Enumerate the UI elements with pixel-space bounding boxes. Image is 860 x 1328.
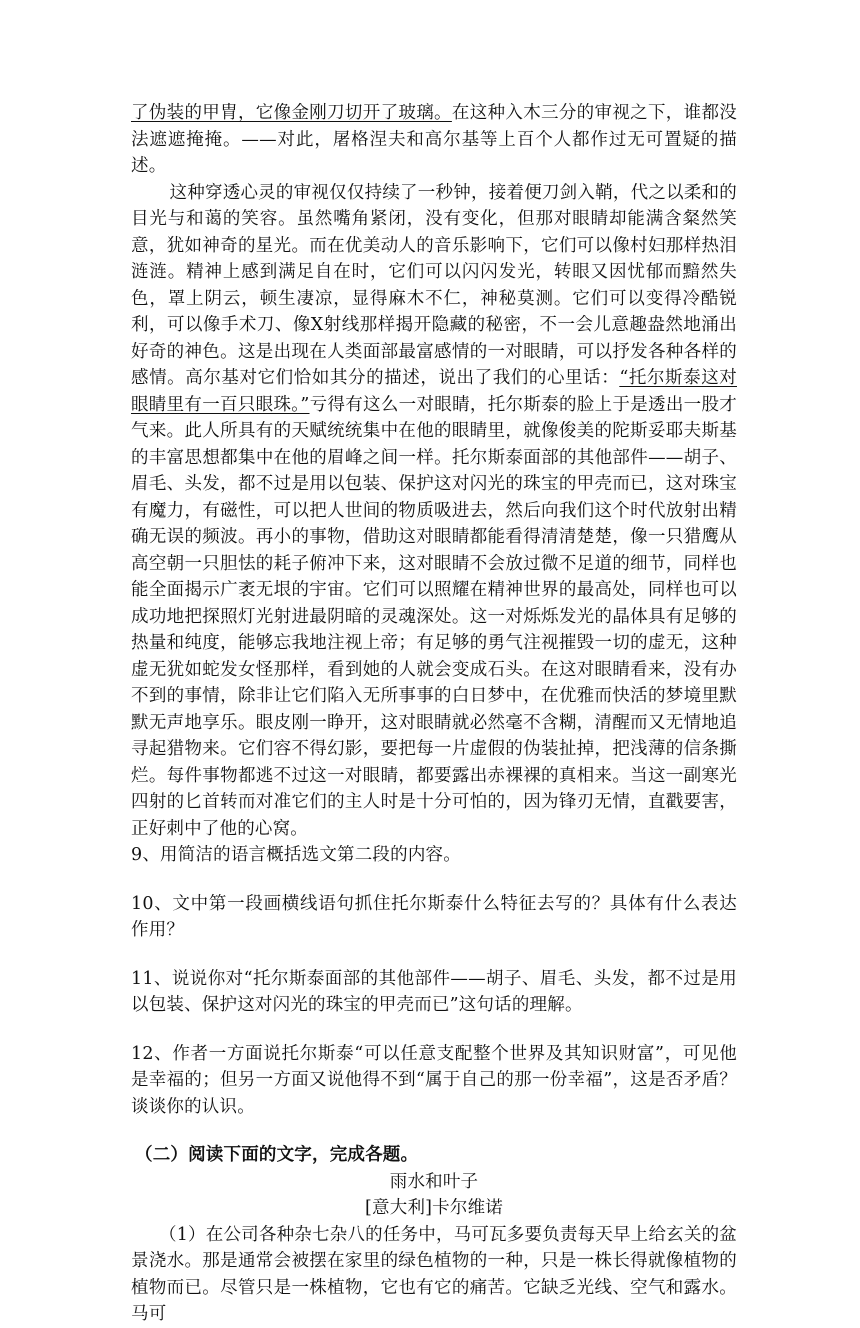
question-11: 11、说说你对“托尔斯泰面部的其他部件——胡子、眉毛、头发，都不过是用以包装、保护这对闪光的珠宝的甲壳而已”这句话的理解。 (131, 968, 737, 1015)
question-10: 10、文中第一段画横线语句抓住托尔斯泰什么特征去写的？具体有什么表达作用？ (131, 893, 737, 940)
answer-space (131, 944, 737, 966)
question-9: 9、用简洁的语言概括选文第二段的内容。 (131, 845, 461, 865)
article-title: 雨水和叶子 (389, 1171, 479, 1192)
answer-space (131, 869, 737, 891)
question-12: 12、作者一方面说托尔斯泰“可以任意支配整个世界及其知识财富”，可见他是幸福的；但另一方面又说他得不到“属于自己的那一份幸福”，这是否矛盾？谈谈你的认识。 (131, 1043, 737, 1117)
gorky-quote: “托尔斯泰这对眼睛里有一百只眼珠。” (131, 368, 737, 415)
answer-space (131, 1019, 737, 1041)
passage-paragraph-2 (131, 180, 737, 843)
paragraph-1-text: 在这种入木三分的审视之下，谁都没法遮遮掩掩。——对此，屠格涅夫和高尔基等上百个人都作过无可置疑的描述。 (131, 103, 737, 176)
article-paragraph-1: （1）在公司各种杂七杂八的任务中，马可瓦多要负责每天早上给玄关的盆景浇水。那是通常会被摆在家里的绿色植物的一种，只是一株长得就像植物的植物而已。尽管只是一株植物，它也有它的痛苦。它缺乏光线、空气和露水。马可 (131, 1224, 737, 1324)
document-body (131, 100, 737, 1328)
underlined-sentence: 了伪装的甲胄，它像金刚刀切开了玻璃。 (131, 103, 452, 123)
paragraph-2-text: 这种穿透心灵的审视仅仅持续了一秒钟，接着便刀剑入鞘，代之以柔和的目光与和蔼的笑容。虽然嘴角紧闭，没有变化，但那对眼睛却能满含粲然笑意，犹如神奇的星光。而在优美动人的音乐影响下，它们可以像村妇那样热泪涟涟。精神上感到满足自在时，它们可以闪闪发光，转眼又因忧郁而黯然失色，罩上阴云，顿生凄凉，显得麻木不仁，神秘莫测。它们可以变得冷酷锐利，可以像手术刀、像X射线那样揭开隐藏的秘密，不一会儿意趣盎然地涌出好奇的神色。这是出现在人类面部最富感情的一对眼睛，可以抒发各种各样的感情。高尔基对它们恰如其分的描述，说出了我们的心里话： (131, 182, 737, 388)
answer-space (131, 1120, 737, 1142)
paragraph-2-continued: 亏得有这么一对眼睛，托尔斯泰的脸上于是透出一股才气来。此人所具有的天赋统统集中在他的眼睛里，就像俊美的陀斯妥耶夫斯基的丰富思想都集中在他的眉峰之间一样。托尔斯泰面部的其他部件——胡子、眉毛、头发，都不过是用以包装、保护这对闪光的珠宝的甲壳而已，这对珠宝有魔力，有磁性，可以把人世间的物质吸进去，然后向我们这个时代放射出精确无误的频波。再小的事物，借助这对眼睛都能看得清清楚楚，像一只猎鹰从高空朝一只胆怯的耗子俯冲下来，这对眼睛不会放过微不足道的细节，同样也能全面揭示广袤无垠的宇宙。它们可以照耀在精神世界的最高处，同样也可以成功地把探照灯光射进最阴暗的灵魂深处。这一对烁烁发光的晶体具有足够的热量和纯度，能够忘我地注视上帝；有足够的勇气注视摧毁一切的虚无，这种虚无犹如蛇发女怪那样，看到她的人就会变成石头。在这对眼睛看来，没有办不到的事情，除非让它们陷入无所事事的白日梦中，在优雅而快活的梦境里默默无声地享乐。眼皮刚一睁开，这对眼睛就必然毫不含糊，清醒而又无情地追寻起猎物来。它们容不得幻影，要把每一片虚假的伪装扯掉，把浅薄的信条撕烂。每件事物都逃不过这一对眼睛，都要露出赤裸裸的真相来。当这一副寒光四射的匕首转而对准它们的主人时是十分可怕的，因为锋刃无情，直戳要害，正好刺中了他的心窝。 (131, 394, 737, 839)
article-author: [意大利]卡尔维诺 (365, 1198, 503, 1218)
passage-paragraph-1 (131, 100, 737, 180)
section-heading: （二）阅读下面的文字，完成各题。 (135, 1145, 419, 1165)
